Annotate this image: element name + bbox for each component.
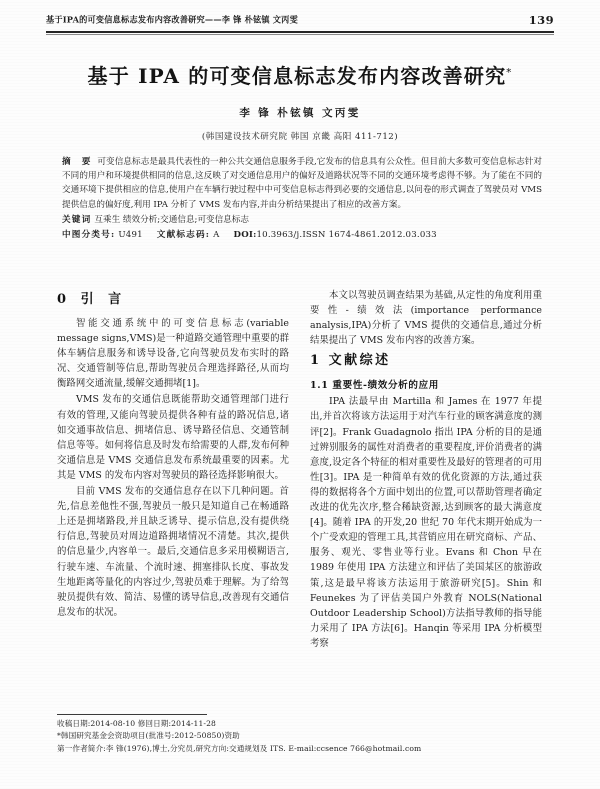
page-number: 139: [528, 13, 554, 27]
header-rule: [46, 31, 554, 33]
abstract-label: 摘 要: [62, 157, 95, 167]
abstract-block: [62, 155, 542, 242]
abstract-paragraph: [62, 155, 542, 212]
footnote-line: 第一作者简介:李 锋(1976),博士,分究员,研究方向:交通规划及 ITS. E-mail:ccsence 766@hotmail.com: [57, 743, 422, 753]
keywords-line: [62, 213, 542, 227]
page-title: [0, 60, 600, 89]
running-head: [46, 14, 554, 32]
keywords-label: 关键词: [62, 214, 92, 225]
page-title-text: 基于 IPA 的可变信息标志发布内容改善研究: [87, 64, 507, 88]
title-footnote-marker: *: [506, 67, 513, 79]
header-rule-secondary: [46, 34, 554, 35]
running-head-text: 基于IPA的可变信息标志发布内容改善研究——李 锋 朴铉镇 文丙雯: [46, 14, 298, 25]
doi-label: DOI:: [233, 230, 257, 241]
keywords-body: 互乘生 绩效分析;交通信息;可变信息标志: [94, 214, 250, 225]
clc-label: 中图分类号:: [62, 230, 116, 241]
subsection-heading-ipa-application: 1.1 重要性-绩效分析的应用: [310, 380, 439, 392]
paragraph: 智能交通系统中的可变信息标志(variable message signs,VMS)是一种道路交通管理中重要的群体车辆信息服务和诱导设备,它向驾驶员发布实时的路况、交通管制等信息,帮助驾驶员合理选择路径,从而均衡路网交通流量,缓解交通拥堵[1]。: [57, 318, 289, 390]
abstract-body: 可变信息标志是最具代表性的一种公共交通信息服务手段,它发布的信息具有公众性。但目前大多数可变信息标志针对不同的用户和环境提供相同的信息,这反映了对交通信息用户的偏好及道路状况等不同的交通环境考虑得不够。为了能在不同的交通环境下提供相应的信息,使用户在车辆行驶过程中中可变信息标志得到必要的交通信息,以问卷的形式调查了驾驶员对 VMS 提供信息的偏好度,利用 IPA 分析了 VMS 发布内容,并由分析结果提出了相应的改善方案。: [62, 157, 542, 210]
footnote-line: *韩国研究基金会资助项目(批准号:2012-50850)资助: [57, 731, 240, 741]
left-column: [57, 288, 289, 621]
document-code-label: 文献标志码:: [156, 230, 211, 241]
clc-value: U491: [118, 230, 143, 241]
document-code-segment: [157, 230, 220, 240]
classification-line: [62, 228, 542, 242]
paragraph: VMS 发布的交通信息既能帮助交通管理部门进行有效的管理,又能向驾驶员提供各种有益的路况信息,诸如交通事故信息、拥堵信息、诱导路径信息、交通管制信息等等。如何将信息及时发布给需要的人群,发布何种交通信息是 VMS 交通信息发布系统最重要的因素。尤其是 VMS 的发布内容对驾驶员的路径选择影响很大。: [57, 394, 289, 481]
doi-segment: [234, 230, 437, 240]
footnote-line: 收稿日期:2014-08-10 修回日期:2014-11-28: [57, 719, 216, 728]
paragraph: IPA 法最早由 Martilla 和 James 在 1977 年提出,并首次将该方法运用于对汽车行业的顾客满意度的测评[2]。Frank Guadagnolo 指出 IPA 分析的目的是通过辨别服务的属性对消费者的重要程度,评价消费者的满意度,设定各个特征的相对重要性及最好的管理者的可用性[3]。IPA 是一种简单有效的优化资源的方法,通过获得的数据将各个方面中划出的位置,可以帮助管理者确定改进的优先次序,整合稀缺资源,达到顾客的最大满意度[4]。随着 IPA 的开发,20 世纪 70 年代末期开始成为一个广受欢迎的管理工具,其营销应用在研究商标、产品、服务、观光、零售业等行业。Evans 和 Chon 早在 1989 年使用 IPA 方法建立和评估了美国某区的旅游政策,这是最早将该方法运用于旅游研究[5]。Shin 和 Feunekes 为了评估美国户外教育 NOLS(National Outdoor Leadership School)方法指导教师的指导能力采用了 IPA 方法[6]。Hanqin 等采用 IPA 分析模型考察: [310, 396, 542, 649]
doi-value: 10.3963/j.ISSN 1674-4861.2012.03.033: [256, 230, 437, 241]
affiliation: (韩国建设技术研究院 韩国 京畿 高阳 411-712): [201, 132, 399, 142]
footnote-rule: [57, 714, 207, 715]
paragraph: 目前 VMS 发布的交通信息存在以下几种问题。首先,信息差他性不强,驾驶员一般只是知道自己在畅通路上还是拥堵路段,并且缺乏诱导、提示信息,没有提供绕行信息,驾驶员对周边道路拥堵情况不清楚。其次,提供的信息量少,内容单一。最后,交通信息多采用模糊语言,行驶车速、车流量、个流时速、拥塞排队长度、事故发生地距离等量化的内容过少,驾驶员难于理解。为了给驾驶员提供有效、简洁、易懂的诱导信息,改善现有交通信息发布的状况。: [57, 486, 289, 618]
document-code-value: A: [213, 230, 220, 241]
right-column: [310, 288, 542, 652]
clc-segment: [62, 230, 143, 240]
paragraph: 本文以驾驶员调查结果为基础,从定性的角度利用重要性-绩效法(importance performance analysis,IPA)分析了 VMS 提供的交通信息,通过分析结果提出了 VMS 发布内容的改善方案。: [310, 290, 542, 347]
section-heading-introduction: 0 引 言: [57, 292, 127, 307]
section-heading-literature-review: 1 文献综述: [310, 353, 391, 369]
author-list: 李 锋 朴铉镇 文丙雯: [239, 107, 361, 119]
footnote-block: [57, 718, 547, 755]
